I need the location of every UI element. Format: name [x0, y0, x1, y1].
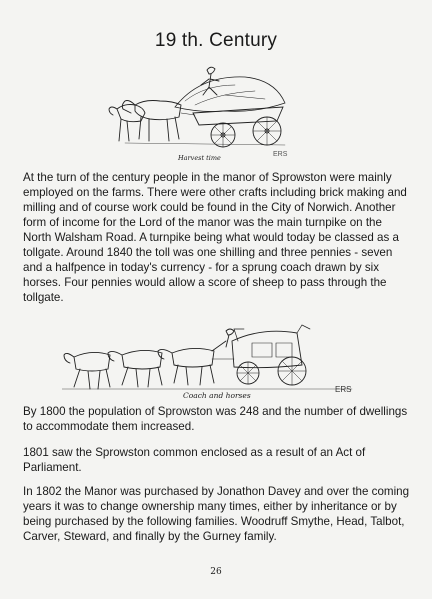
coach-signature: ERS	[335, 385, 352, 394]
paragraph-enclosure: 1801 saw the Sprowston common enclosed as a result of an Act of Parliament.	[23, 446, 366, 474]
harvest-signature: ERS	[273, 151, 288, 158]
paragraph-ownership: In 1802 the Manor was purchased by Jonathon Davey and over the coming years it was to change ownership many times, either by inheritance or by being purchased by the following families. Woodruff Smythe, Head, Talbot, Carver, Steward, and finally by the Gurney family.	[23, 485, 410, 543]
page-title: 19 th. Century	[154, 30, 278, 51]
harvest-caption: Harvest time	[178, 154, 221, 162]
harvest-sketch-image	[105, 55, 305, 165]
coach-caption: Coach and horses	[183, 391, 251, 400]
paragraph-population: By 1800 the population of Sprowston was 248 and the number of dwellings to accommodate them increased.	[23, 405, 408, 433]
coach-sketch-image	[62, 321, 362, 396]
page-number: 26	[210, 567, 222, 577]
paragraph-farming: At the turn of the century people in the manor of Sprowston were mainly employed on the farms. There were other crafts including brick making and milling and of course work could be found in the City of Norwich. Another form of income for the Lord of the manor was the main turnpike on the North Walsham Road. A turnpike being what would today be classed as a tollgate. Around 1840 the toll was one shilling and three pennies - seven and a halfpence in today's currency - for a sprung coach drawn by six horses. Four pennies would allow a score of sheep to pass through the tollgate.	[23, 171, 407, 304]
